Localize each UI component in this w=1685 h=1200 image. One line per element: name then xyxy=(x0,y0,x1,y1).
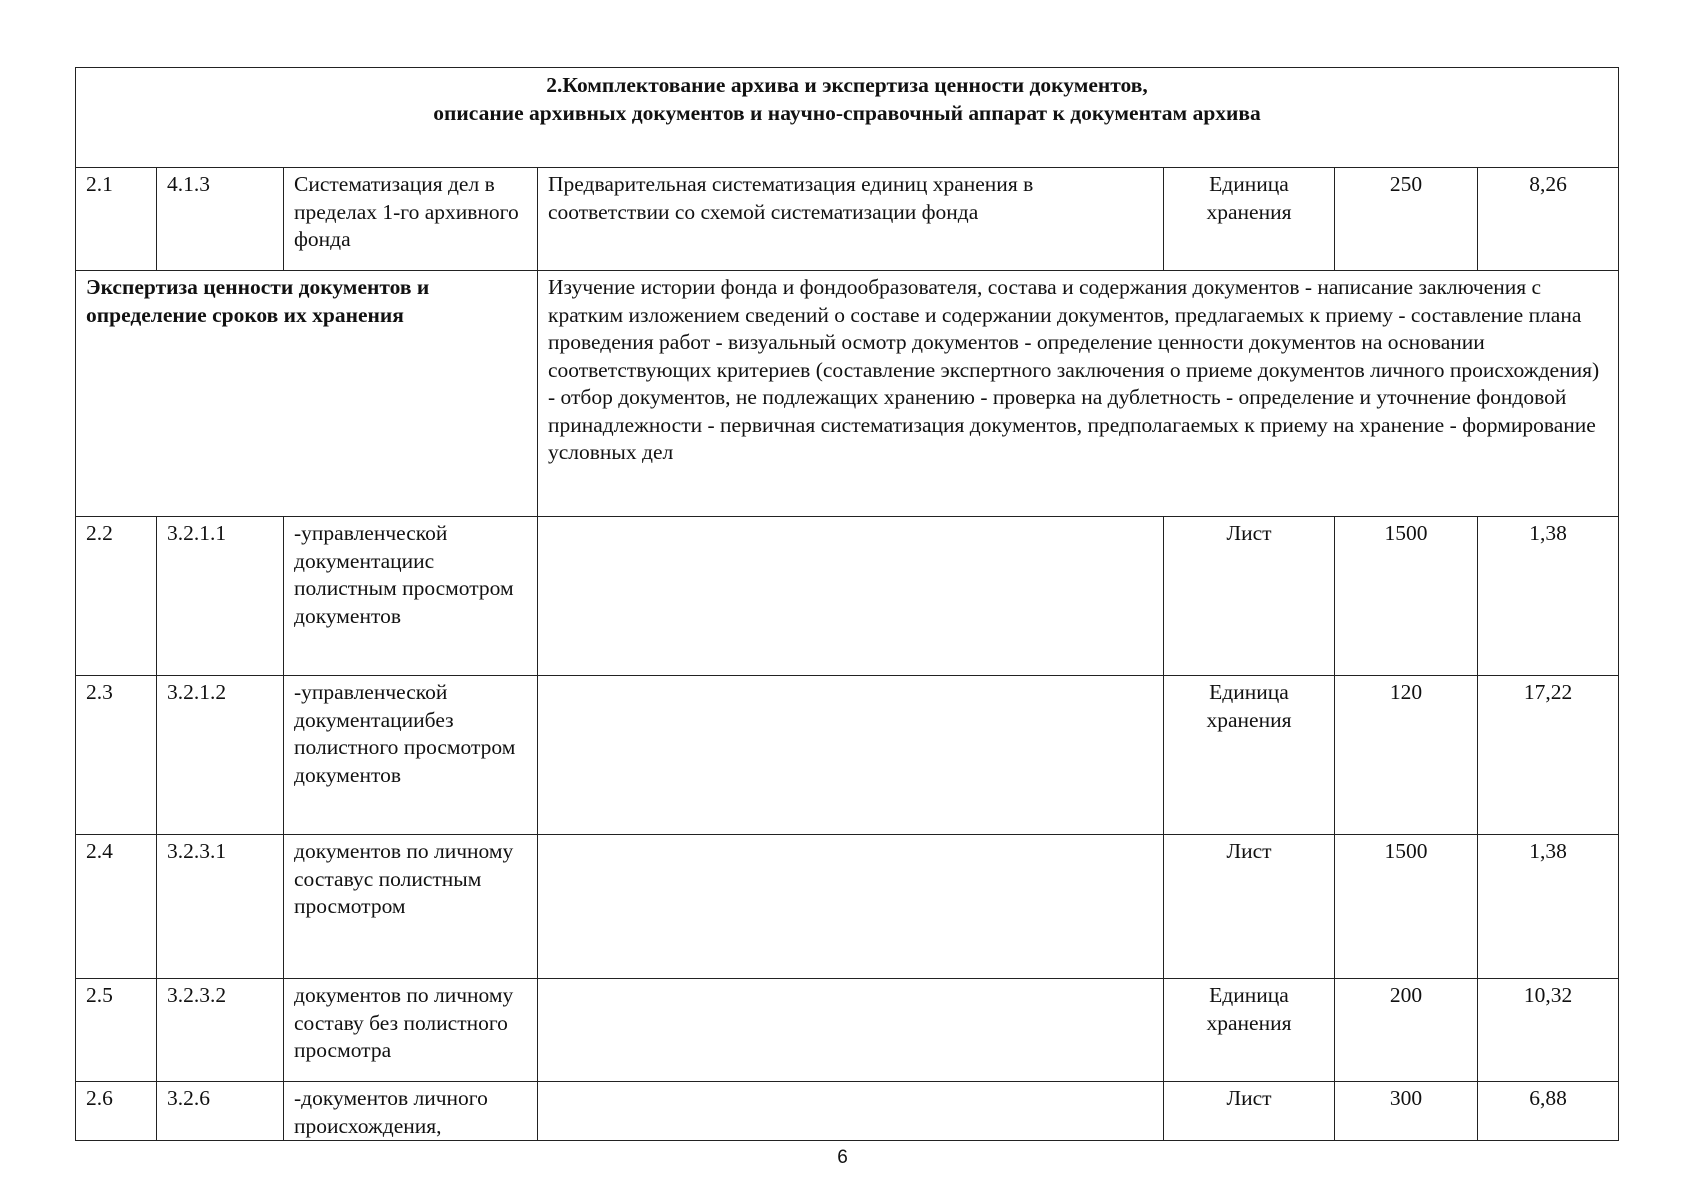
row-description xyxy=(538,517,1164,676)
row-quantity: 1500 xyxy=(1335,517,1478,676)
row-number: 2.5 xyxy=(76,979,157,1082)
row-number: 2.1 xyxy=(76,168,157,271)
row-quantity: 300 xyxy=(1335,1082,1478,1141)
row-norm: 17,22 xyxy=(1478,676,1619,835)
row-name: документов по личному составу без полистного просмотра xyxy=(284,979,538,1082)
table-row xyxy=(76,168,1619,271)
row-unit: Лист xyxy=(1164,1082,1335,1141)
row-code: 3.2.1.1 xyxy=(157,517,284,676)
row-name: документов по личному составуc полистным просмотром xyxy=(284,835,538,979)
row-quantity: 120 xyxy=(1335,676,1478,835)
row-description xyxy=(538,676,1164,835)
table-row xyxy=(76,676,1619,835)
section-header-cell xyxy=(76,68,1619,168)
row-number: 2.4 xyxy=(76,835,157,979)
row-name: -управленческой документациибез полистного просмотром документов xyxy=(284,676,538,835)
row-code: 3.2.6 xyxy=(157,1082,284,1141)
page-number: 6 xyxy=(837,1147,848,1168)
expertise-title: Экспертиза ценности документов и определение сроков их хранения xyxy=(76,271,538,517)
table-row xyxy=(76,1082,1619,1141)
row-unit: Единица хранения xyxy=(1164,979,1335,1082)
section-title-line2: описание архивных документов и научно-справочный аппарат к документам архива xyxy=(433,101,1261,125)
expertise-row xyxy=(76,271,1619,517)
row-name: -управленческой документацииc полистным просмотром документов xyxy=(284,517,538,676)
row-name: -документов личного происхождения, xyxy=(284,1082,538,1141)
row-code: 3.2.1.2 xyxy=(157,676,284,835)
row-quantity: 200 xyxy=(1335,979,1478,1082)
row-unit: Единица хранения xyxy=(1164,168,1335,271)
row-number: 2.3 xyxy=(76,676,157,835)
row-norm: 1,38 xyxy=(1478,835,1619,979)
row-norm: 8,26 xyxy=(1478,168,1619,271)
row-norm: 10,32 xyxy=(1478,979,1619,1082)
row-number: 2.6 xyxy=(76,1082,157,1141)
row-number: 2.2 xyxy=(76,517,157,676)
row-unit: Единица хранения xyxy=(1164,676,1335,835)
table-row xyxy=(76,835,1619,979)
row-unit: Лист xyxy=(1164,517,1335,676)
section-title-line1: 2.Комплектование архива и экспертиза ценности документов, xyxy=(546,73,1148,97)
row-code: 3.2.3.1 xyxy=(157,835,284,979)
row-norm: 6,88 xyxy=(1478,1082,1619,1141)
row-quantity: 250 xyxy=(1335,168,1478,271)
norms-table xyxy=(75,67,1619,1141)
row-code: 4.1.3 xyxy=(157,168,284,271)
table-row xyxy=(76,979,1619,1082)
row-description: Предварительная систематизация единиц хранения в соответствии со схемой систематизации фонда xyxy=(538,168,1164,271)
section-header-row xyxy=(76,68,1619,168)
row-code: 3.2.3.2 xyxy=(157,979,284,1082)
row-description xyxy=(538,835,1164,979)
row-quantity: 1500 xyxy=(1335,835,1478,979)
table-row xyxy=(76,517,1619,676)
row-name: Систематизация дел в пределах 1-го архивного фонда xyxy=(284,168,538,271)
row-unit: Лист xyxy=(1164,835,1335,979)
expertise-description: Изучение истории фонда и фондообразователя, состава и содержания документов - написание заключения с кратким изложением сведений о составе и содержании документов, предлагаемых к приему - составление плана проведения работ - визуальный осмотр документов - определение ценности документов на основании соответствующих критериев (составление экспертного заключения о приеме документов личного происхождения) - отбор документов, не подлежащих хранению - проверка на дублетность - определение и уточнение фондовой принадлежности - первичная систематизация документов, предполагаемых к приему на хранение - формирование условных дел xyxy=(538,271,1619,517)
row-norm: 1,38 xyxy=(1478,517,1619,676)
row-description xyxy=(538,979,1164,1082)
row-description xyxy=(538,1082,1164,1141)
